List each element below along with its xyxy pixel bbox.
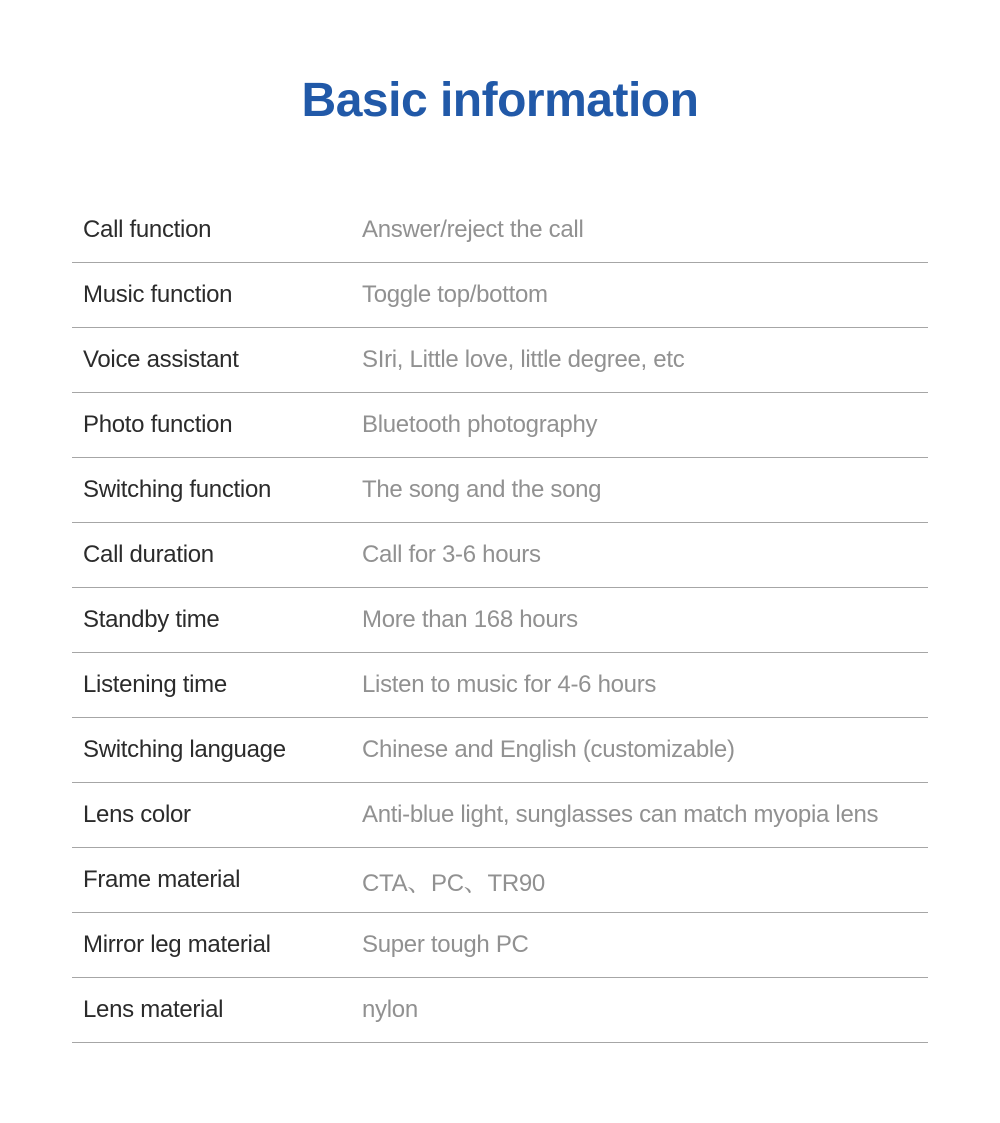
spec-label: Call function: [83, 216, 212, 244]
spec-label: Voice assistant: [83, 346, 239, 374]
spec-row: [72, 913, 928, 978]
spec-row: [72, 848, 928, 913]
spec-label: Mirror leg material: [83, 931, 271, 959]
spec-row: [72, 523, 928, 588]
spec-value: Anti-blue light, sunglasses can match myopia lens: [362, 801, 879, 829]
spec-value: More than 168 hours: [362, 606, 578, 634]
spec-label: Switching function: [83, 476, 272, 504]
spec-value: CTA、PC、TR90: [362, 869, 545, 897]
spec-label: Lens color: [83, 801, 191, 829]
spec-value: Bluetooth photography: [362, 411, 598, 439]
spec-label: Music function: [83, 281, 233, 309]
spec-value: The song and the song: [362, 476, 602, 504]
spec-label: Listening time: [83, 671, 227, 699]
page-title: Basic information: [301, 74, 699, 127]
spec-label: Photo function: [83, 411, 233, 439]
spec-label: Call duration: [83, 541, 214, 569]
spec-value: Call for 3-6 hours: [362, 541, 541, 569]
spec-value: Toggle top/bottom: [362, 281, 548, 309]
spec-label: Frame material: [83, 866, 241, 894]
spec-row: [72, 588, 928, 653]
spec-row: [72, 458, 928, 523]
spec-label: Lens material: [83, 996, 224, 1024]
spec-row: [72, 198, 928, 263]
spec-value: Answer/reject the call: [362, 216, 584, 244]
spec-value: nylon: [362, 996, 418, 1024]
spec-row: [72, 653, 928, 718]
spec-value: SIri, Little love, little degree, etc: [362, 346, 685, 374]
spec-row: [72, 263, 928, 328]
spec-row: [72, 393, 928, 458]
spec-row: [72, 328, 928, 393]
spec-label: Standby time: [83, 606, 220, 634]
spec-value: Super tough PC: [362, 931, 529, 959]
spec-row: [72, 978, 928, 1043]
spec-row: [72, 783, 928, 848]
spec-label: Switching language: [83, 736, 286, 764]
spec-value: Chinese and English (customizable): [362, 736, 735, 764]
spec-row: [72, 718, 928, 783]
spec-table: [72, 198, 928, 1043]
spec-value: Listen to music for 4-6 hours: [362, 671, 657, 699]
